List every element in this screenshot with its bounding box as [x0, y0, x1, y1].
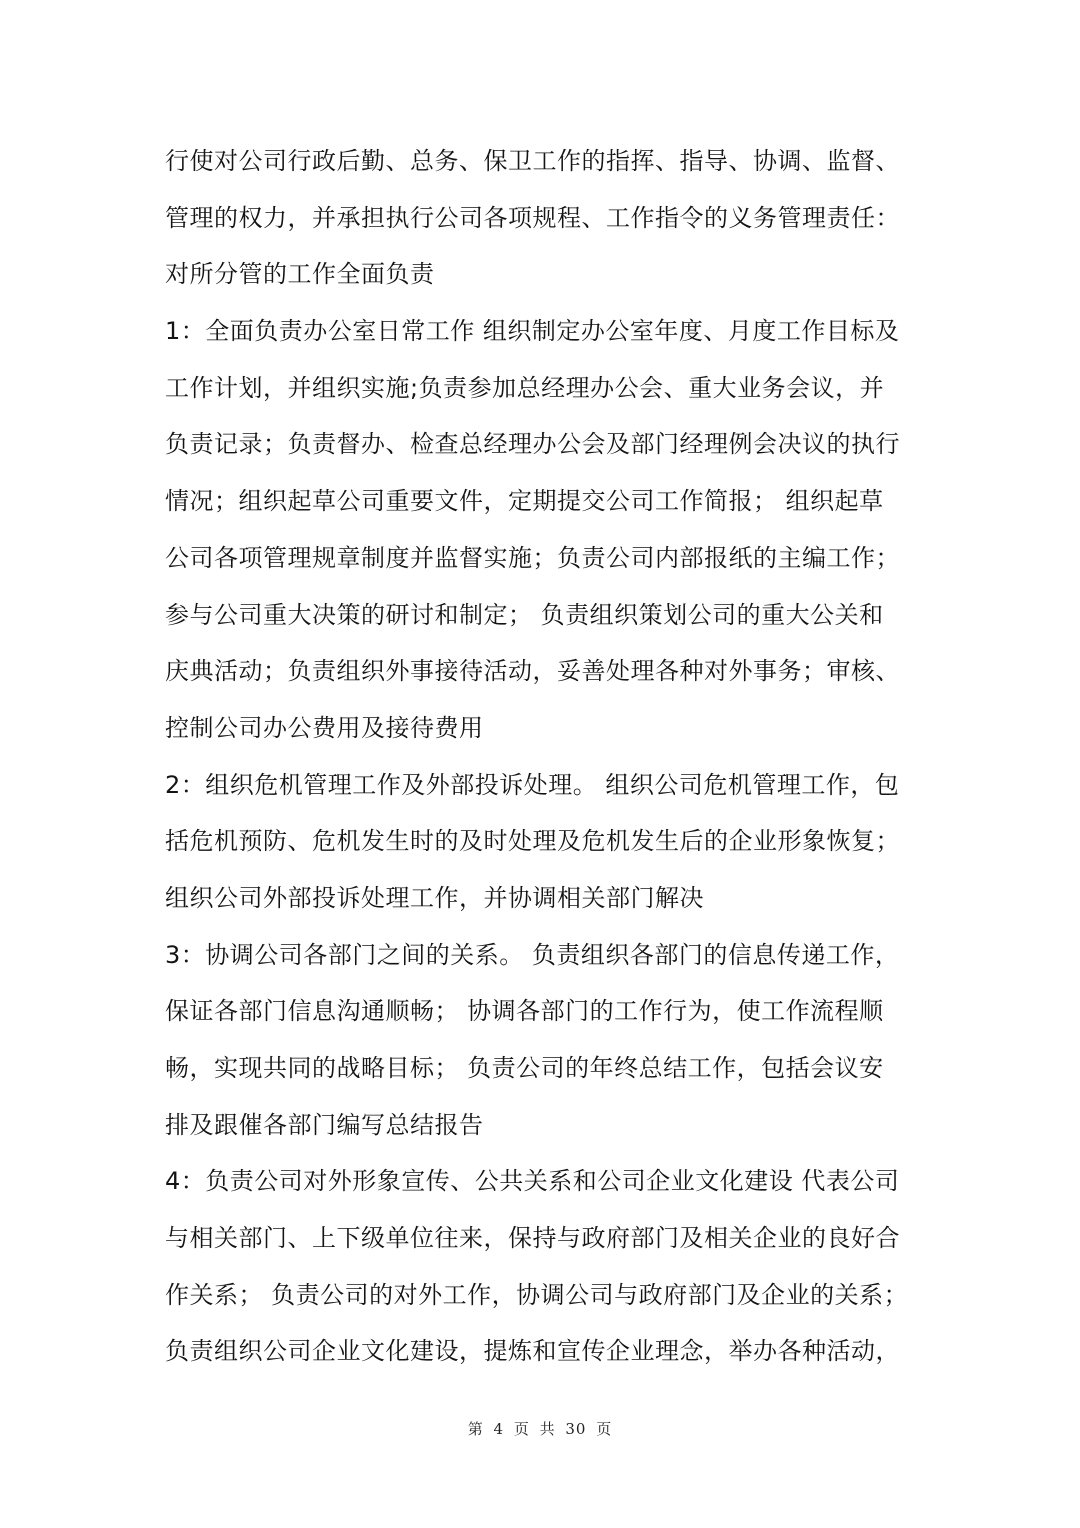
- text-line: 4：负责公司对外形象宣传、公共关系和公司企业文化建设 代表公司: [165, 1167, 900, 1196]
- text-line: 2：组织危机管理工作及外部投诉处理。 组织公司危机管理工作，包: [165, 770, 900, 799]
- text-line: 保证各部门信息沟通顺畅； 协调各部门的工作行为，使工作流程顺: [165, 997, 884, 1026]
- page-number-footer: 第 4 页 共 30 页: [467, 1420, 613, 1438]
- document-body: [165, 133, 920, 1380]
- text-line: 控制公司办公费用及接待费用: [165, 713, 484, 742]
- text-line: 1：全面负责办公室日常工作 组织制定办公室年度、月度工作目标及: [165, 317, 900, 346]
- text-line: 管理的权力，并承担执行公司各项规程、工作指令的义务管理责任：: [165, 203, 900, 232]
- text-line: 作关系； 负责公司的对外工作，协调公司与政府部门及企业的关系；: [165, 1280, 909, 1309]
- text-line: 畅，实现共同的战略目标； 负责公司的年终总结工作，包括会议安: [165, 1054, 884, 1082]
- text-line: 行使对公司行政后勤、总务、保卫工作的指挥、指导、协调、监督、: [165, 147, 900, 175]
- text-line: 情况；组织起草公司重要文件，定期提交公司工作简报； 组织起草: [165, 487, 884, 516]
- text-line: 与相关部门、上下级单位往来，保持与政府部门及相关企业的良好合: [165, 1224, 900, 1253]
- text-line: 工作计划，并组织实施;负责参加总经理办公会、重大业务会议，并: [165, 373, 885, 402]
- text-line: 组织公司外部投诉处理工作，并协调相关部门解决: [165, 883, 704, 912]
- text-line: 对所分管的工作全面负责: [165, 260, 435, 289]
- text-line: 括危机预防、危机发生时的及时处理及危机发生后的企业形象恢复；: [165, 827, 900, 856]
- text-line: 负责记录；负责督办、检查总经理办公会及部门经理例会决议的执行: [165, 430, 900, 459]
- text-line: 公司各项管理规章制度并监督实施；负责公司内部报纸的主编工作；: [165, 543, 900, 572]
- text-line: 排及跟催各部门编写总结报告: [165, 1110, 484, 1139]
- text-line: 3：协调公司各部门之间的关系。 负责组织各部门的信息传递工作，: [165, 940, 900, 969]
- text-line: 参与公司重大决策的研讨和制定； 负责组织策划公司的重大公关和: [165, 600, 884, 629]
- text-line: 负责组织公司企业文化建设，提炼和宣传企业理念，举办各种活动，: [165, 1337, 900, 1366]
- text-line: 庆典活动；负责组织外事接待活动，妥善处理各种对外事务；审核、: [165, 657, 900, 686]
